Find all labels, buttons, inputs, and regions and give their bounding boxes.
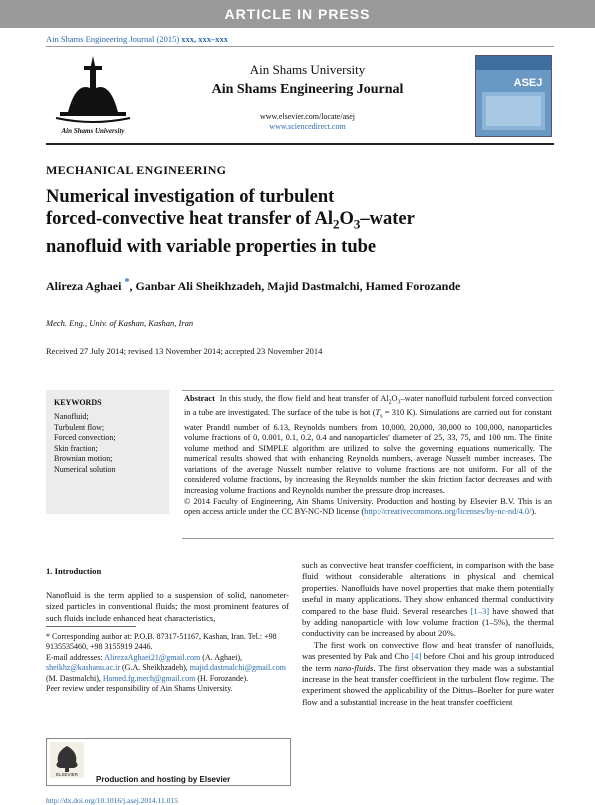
right-column-text bbox=[302, 560, 554, 708]
title-line-3: nanofluid with variable properties in tube bbox=[46, 236, 377, 257]
author-1: Alireza Aghaei bbox=[46, 279, 122, 293]
abstract-top-rule bbox=[182, 390, 554, 391]
keyword-item: Skin fraction; bbox=[54, 443, 98, 453]
keywords-list bbox=[54, 412, 116, 476]
footnote-rule bbox=[46, 626, 136, 627]
section-label: MECHANICAL ENGINEERING bbox=[46, 163, 227, 177]
citation-link[interactable]: [1–3] bbox=[470, 605, 490, 616]
abstract-label: Abstract bbox=[184, 394, 215, 403]
citation-link[interactable]: [4] bbox=[411, 651, 422, 662]
abstract-copyright: © 2014 Faculty of Engineering, Ain Shams University. Production and hosting by Elsevier B.V. This is an open access article under the CC BY-NC-ND license (http://creativecommons.org/licenses/by-nc-nd/4.0/). bbox=[184, 496, 552, 517]
footnotes bbox=[46, 632, 289, 694]
keyword-item: Brownian motion; bbox=[54, 454, 113, 464]
cover-title: ASEJ bbox=[513, 77, 543, 89]
keyword-item: Turbulent flow; bbox=[54, 422, 105, 432]
email-link[interactable]: sheikhz@kashanu.ac.ir bbox=[46, 663, 121, 673]
university-logo bbox=[46, 52, 141, 136]
keyword-item: Forced convection; bbox=[54, 433, 116, 443]
title-line-1: Numerical investigation of turbulent bbox=[46, 187, 335, 207]
other-authors: , Ganbar Ali Sheikhzadeh, Majid Dastmalchi, Hamed Forozande bbox=[129, 279, 461, 293]
received-dates: Received 27 July 2014; revised 13 November 2014; accepted 23 November 2014 bbox=[46, 346, 323, 356]
running-head-pages: xxx, xxx–xxx bbox=[181, 34, 229, 44]
elsevier-logo-text: ELSEVIER bbox=[55, 772, 79, 777]
university-name: Ain Shams University bbox=[249, 62, 366, 77]
doi-link[interactable]: http://dx.doi.org/10.1016/j.asej.2014.11.015 bbox=[46, 796, 178, 805]
corresponding-author-mark[interactable]: * bbox=[124, 277, 130, 288]
running-head[interactable] bbox=[46, 34, 228, 44]
article-title bbox=[46, 186, 516, 258]
right-paragraph-2: The first work on convective flow and heat transfer of nanofluids, was presented by Pak and Cho [4] before Choi and his group introduced the term nano-fluids. The first observation they made was a substantial increase in the heat transfer coefficient in the turbulent flow regime. The experiment showed the applicability of the Dittus–Boelter for pure water flow and a substantial increase in the heat transfer coefficient bbox=[302, 639, 555, 707]
journal-name: Ain Shams Engineering Journal bbox=[211, 82, 404, 97]
sciencedirect-link[interactable]: www.sciencedirect.com bbox=[269, 122, 346, 131]
elsevier-hosting-text: Production and hosting by Elsevier bbox=[96, 775, 231, 784]
journal-cover-image bbox=[475, 55, 552, 137]
keywords-heading: KEYWORDS bbox=[54, 398, 102, 407]
author-list bbox=[46, 277, 566, 294]
logo-caption: Ain Shams University bbox=[61, 127, 125, 135]
email-link[interactable]: Hamed.fg.mech@gmail.com bbox=[102, 673, 196, 683]
email-link[interactable]: AlirezaAghaei21@gmail.com bbox=[104, 652, 201, 662]
banner-text: ARTICLE IN PRESS bbox=[224, 6, 371, 22]
right-paragraph-1: such as convective heat transfer coefficient, in comparison with the base fluid without considerable alterations in physical and chemical properties. Nanofluids have novel properties that make them potentially useful in many applications. They show enhanced thermal conductivity compared to the base fluid. Several researches [1–3] have showed that by adding nanoparticle with low volume fraction (1–5%), the thermal conductivity can be increased by about 20%. bbox=[302, 560, 554, 639]
introduction-heading: 1. Introduction bbox=[46, 566, 102, 576]
peer-review-note: Peer review under responsibility of Ain Shams University. bbox=[46, 684, 233, 694]
introduction-paragraph: Nanofluid is the term applied to a suspension of solid, nanometer-sized particles in conventional fluids; the most prominent features of such fluids include enhanced heat characteristics, bbox=[46, 590, 289, 623]
email-addresses: E-mail addresses: AlirezaAghaei21@gmail.com (A. Aghaei), sheikhz@kashanu.ac.ir (G.A. Sheikhzadeh), majid.dastmalchi@gmail.com (M. Dastmalchi), Hamed.fg.mech@gmail.com (H. Forozande). bbox=[46, 652, 287, 683]
keyword-item: Nanofluid; bbox=[54, 412, 89, 421]
license-link[interactable]: http://creativecommons.org/licenses/by-nc-nd/4.0/ bbox=[364, 507, 532, 517]
running-head-journal: Ain Shams Engineering Journal (2015) bbox=[46, 34, 180, 44]
header-rule bbox=[46, 46, 554, 47]
abstract-bottom-rule bbox=[182, 538, 554, 539]
keyword-item: Numerical solution bbox=[54, 464, 116, 474]
elsevier-tree-icon bbox=[50, 742, 84, 778]
title-line-2: forced-convective heat transfer of $Al_2O_3$–water bbox=[46, 209, 415, 232]
header-bottom-rule bbox=[46, 143, 554, 145]
email-link[interactable]: majid.dastmalchi@gmail.com bbox=[189, 663, 287, 673]
abstract: Abstract In this study, the flow field and heat transfer of $Al_2O_3$–water nanofluid turbulent forced convection in a tube are investigated. The surface of the tube is hot ($T_s = 310$ K). Simulations are carried out for constant water Prandtl number of 6.13, Reynolds numbers from 10,000, 20,000, 30,000 to 100,000, nanoparticles volume fractions of 0, 0.001, 0.1, 0.2, 0.4 and nanoparticles' diameter of 25, 33, 75, and 100 nm. The finite volume method and SIMPLE algorithm are utilized to solve the governing equations numerically. The numerical results showed that with enhancing Reynolds numbers, average Nusselt number increases. The variations of the average Nusselt number relative to volume fractions are not uniform. For all of the considered volume fractions, by increasing the Reynolds number the skin friction factor decreases and with increasing volume fractions and Reynolds number the pressure drop increases. © 2014 Faculty of Engineering, Ain Shams University. Production and hosting by Elsevier B.V. This is an open access article under the CC BY-NC-ND license (http://creativecommons.org/licenses/by-nc-nd/4.0/). bbox=[184, 394, 552, 517]
elsevier-locate-link[interactable]: www.elsevier.com/locate/asej bbox=[260, 112, 355, 121]
affiliation: Mech. Eng., Univ. of Kashan, Kashan, Iran bbox=[46, 318, 194, 328]
corresponding-author-note: * Corresponding author at: P.O.B. 87317-51167, Kashan, Iran. Tel.: +98 9135535460, +98 3155919 2446. bbox=[46, 632, 277, 652]
